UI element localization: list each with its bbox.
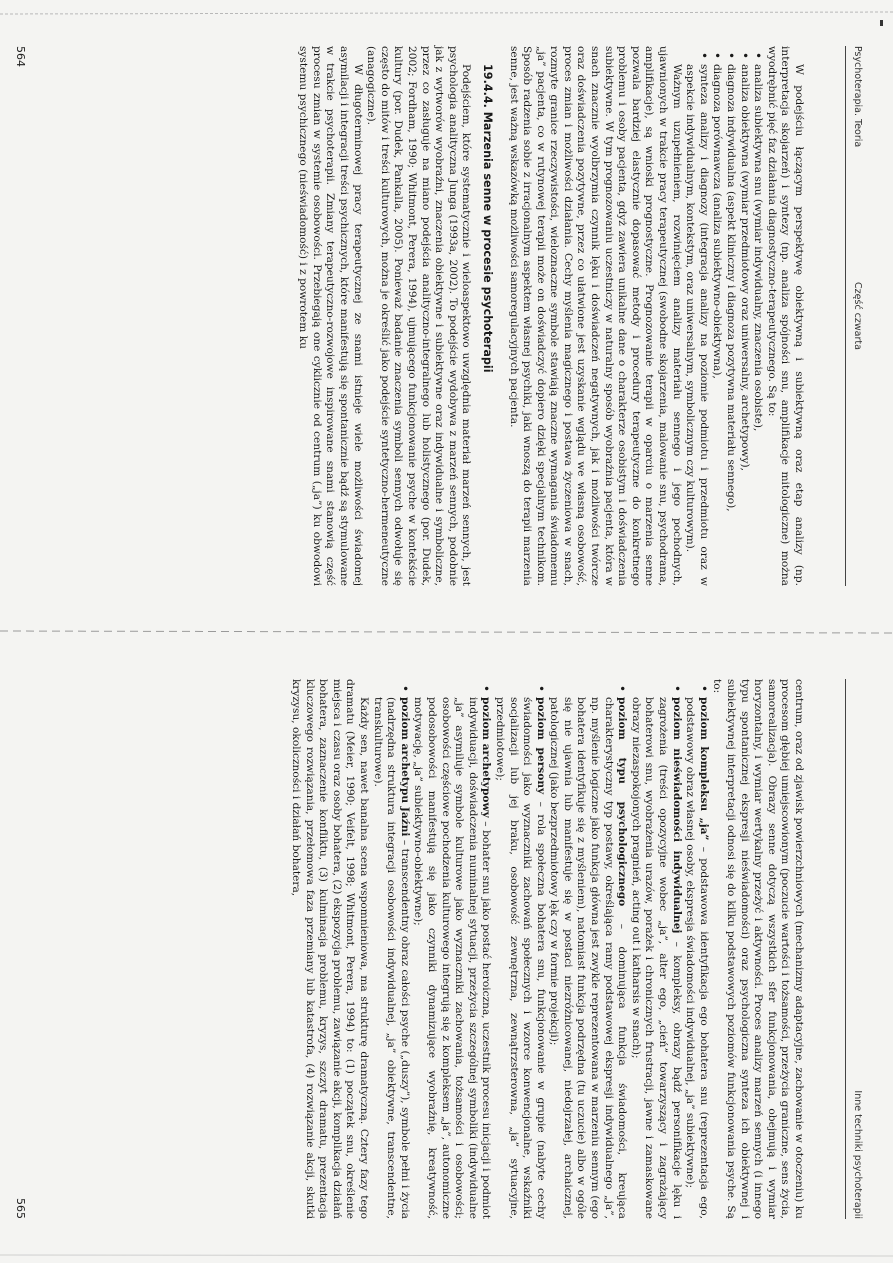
level-text: – dominująca funkcja świadomości, kreująca charakterystyczny typ postawy, określająca ramy podstawowej ekspresji indywidualnego „ja”, np. myślenie logiczne jako funkcja główna jest zwykle reprezentowana w marzeniu sennym (ego bohatera identyfikuje się z myśleniem), natomiast funkcja podrzędna (tu uczucie) albo w ogóle się nie ujawnia lub manifestuje się w postaci niezróżnicowanej, niedojrzałej, archaicznej, patologicznej (jako bezprzedmiotowy lęk czy w formie projekcji); <box>548 697 629 1219</box>
running-head-left-page <box>845 46 863 586</box>
running-head-chapter: Inne techniki psychoterapii <box>852 1090 863 1219</box>
level-term: poziom archetypowy <box>480 697 493 818</box>
body-paragraph: Każdy sen, nawet banalna scena wspomnieniowa, ma strukturę dramatyczną. Cztery fazy tego dramatu (Meier, 1990; Veifelt, 1998; Whitmont, Perera, 1994) to: (1) początek snu, określenie miejsca i czasu oraz osoby bohatera, (2) ekspozycja problemu, zawiązanie akcji, komplikacja działań bohatera, zaznaczenie konfliktu, (3) kulminacja problemu, kryzys, szczyt dramatu, prezentacja kluczowego rozwiązania, przełomowa faza przemiany lub katastrofa, (4) rozwiązanie akcji, skutki kryzysu, okoliczności i działań bohatera, <box>290 679 370 1219</box>
page-number: 565 <box>14 1198 27 1219</box>
level-term: poziom archetypu Jaźni <box>398 697 411 837</box>
level-text: – transcendentny obraz całości psyche („duszy”), symbole pełni i życia (nadrzędna struktura integracji osobowości indywidualnej, „ja” obiektywne, transcendentne, transkulturowe). <box>371 697 411 1220</box>
list-item: • analiza subiektywna snu (wymiar indywidualny, znaczenia osobiste), <box>751 64 765 586</box>
page-number: 564 <box>14 46 27 67</box>
page-body <box>35 679 805 1219</box>
level-text: – podstawowa identyfikacja ego bohatera snu (reprezentacja ego, podstawowy obraz własnej osoby, ekspresja świadomości indywidualnej, „ja” subiektywne); <box>684 697 710 1219</box>
body-paragraph: W długoterminowej pracy terapeutycznej ze snami istnieje wiele możliwości świadomej asymilacji i integracji treści psychicznych, które manifestują się spontanicznie bądź są stymulowane w trakcie psychoterapii. Zmiany terapeutyczno-rozwojowe inspirowane snami stanowią część procesu zmian w systemie osobowości. Przebiegają one cyklicznie od centrum („ja”) ku obwodowi systemu psychicznego (nieświadomość) i z powrotem ku <box>297 46 364 586</box>
list-item: • diagnoza porównawcza (analiza subiektywno-obiektywna), <box>710 64 724 586</box>
level-term: poziom kompleksu „ja” <box>697 697 710 841</box>
list-item: • diagnoza indywidualna (aspekt kliniczny i diagnoza pozytywna materiału sennego), <box>723 64 737 586</box>
level-term: poziom typu psychologicznego <box>616 697 629 907</box>
phases-list <box>683 46 765 586</box>
level-text: – bohater snu jako postać heroiczna, uczestnik procesu inicjacji i podmiot indywiduacji, doświadczenia numinalnej sytuacji, przeżycia szczególnej symboliki (indywidualne „ja” asymiluje symbole kulturowe jako wyznaczniki zachowania, tożsamości i osobowości; osobowości częściowe pochodzenia kulturowego integrują się z kompleksem „ja”, autonomiczne podosobowości manifestują się jako czynniki dynamizujące wyobraźnię, kreatywność, motywację, „ja” subiektywno-obiektywne); <box>412 697 493 1219</box>
body-paragraph: centrum, oraz od zjawisk powierzchniowych (mechanizmy adaptacyjne, zachowanie w otoczeniu) ku procesom głębiej umiejscowionym (poczucie wartości i tożsamości, przeżycia graniczne, sens życia, samorealizacja). Obrazy senne dotyczą wszystkich sfer funkcjonowania, obejmują i wymiar horyzontalny, i wymiar wertykalny przeżyć i aktywności. Proces analizy marzeń sennych (i innego typu spontanicznej ekspresji nieświadomości) oraz psychologiczna synteza ich obiektywnej i subiektywnej interpretacji odnosi się do kilku podstawowych poziomów funkcjonowania psyche. Są to: <box>711 679 805 1219</box>
intro-paragraph: W podejściu łączącym perspektywę obiektywną i subiektywną oraz etap analizy (np. interpretacja skojarzeń) i syntezy (np. analiza spójności snu, amplifikacje mitologiczne) można wyodrębnić pięć faz działania diagnostyczno-terapeutycznego. Są to: <box>765 46 805 586</box>
list-item <box>370 697 411 1219</box>
running-head-right-page <box>845 679 863 1219</box>
level-term: poziom persony <box>534 697 547 795</box>
list-item: • synteza analizy i diagnozy (integracja analizy na poziomie podmiotu i przedmiotu oraz w aspekcie indywidualnym, kontekstym, oraz uniwersalnym, symbolicznym czy kulturowym). <box>683 64 710 586</box>
level-text: – kompleksy, obrazy bądź personifikacje lęku i zagrożenia (treści opozycyjne wobec „ja”, alter ego, „cień” towarzyszący i zagrażający bohaterowi snu, wyobrażenia urazów, porażek i chronicznych frustracji, jawne i zamaskowane obrazy niezaspokojonych pragnień, acting out i katharsis w snach); <box>629 697 683 1220</box>
level-term: poziom nieświadomości indywidualnej <box>670 697 683 934</box>
running-head-title: Psychoterapia. Teoria <box>852 46 863 148</box>
page-565 <box>0 633 893 1263</box>
body-paragraph: Podejściem, które systematycznie i wieloaspektowo uwzględnia materiał marzeń sennych, jest psychologia analityczna Junga (1993a, 2002). To podejście wydobywa z marzeń sennych, podobnie jak z wytworów wyobraźni, znaczenia obiektywne i subiektywne oraz indywidualne i symboliczne, przez co zasługuje na miano podejścia analityczno-integralnego lub holistycznego (por. Dudek, 2002; Fordham, 1990; Whitmont, Perera, 1994), ujmującego funkcjonowanie psyche w kontekście kultury (por. Dudek, Pankalla, 2005). Ponieważ badanie znaczenia symboli sennych odwołuje się często do mitów i treści kulturowych, można je określić jako podejście syntetyczno-hermeneutyczne (anagogiczne). <box>365 46 473 586</box>
list-item <box>492 697 546 1219</box>
list-item: • analiza obiektywna (wymiar przedmiotowy oraz uniwersalny, archetypowy), <box>737 64 751 586</box>
level-text: – rola społeczna bohatera snu, funkcjonowanie w grupie (nabyte cechy świadomości jako wyznaczniki zachowań społecznych i wzorce konwencjonalne, wskaźniki socjalizacji lub jej braku, osobowość zewnętrzna, zewnątrzsterowna, „ja” sytuacyjne, przedmiotowe); <box>493 697 547 1219</box>
page-body <box>35 46 805 586</box>
page-564 <box>0 0 893 630</box>
levels-list <box>370 679 710 1219</box>
running-head-part: Część czwarta <box>852 282 863 350</box>
list-item <box>683 697 710 1219</box>
body-paragraph: Ważnym uzupełnieniem, rozwinięciem analizy materiału sennego i jego pochodnych, ujawnionych w trakcie pracy terapeutycznej (swobodne skojarzenia, malowanie snu, psychodrama, amplifikacje), są wnioski prognostyczne. Prognozowanie terapii w oparciu o marzenia senne pozwala bardziej elastycznie dopasować metody i procedury terapeutyczne do konkretnego problemu i osoby pacjenta, gdyż zawiera unikalne dane o charakterze osobistym i doświadczenia subiektywne. W tym prognozowaniu uczestniczy w naturalny sposób wyobraźnia pacjenta, która w snach znacznie wyolbrzymia czynnik lęku i doświadczeń negatywnych, jak i możliwości twórcze oraz doświadczenia pozytywne, przez co ułatwione jest uzyskanie wglądu we własną osobowość, proces zmian i możliwości działania. Cechy myślenia magicznego i postawa życzeniowa w snach, rozmyte granice rzeczywistości, wieloznaczne symbole stawiają znaczne wymagania świadomemu „ja” pacjenta, co w rutynowej terapii może on doświadczyć dopiero dzięki specjalnym technikom. Sposób radzenia sobie z irracjonalnym aspektem własnej psychiki, jaki wnoszą do terapii marzenia senne, jest ważną wskazówką możliwości samoregulacyjnych pacjenta. <box>507 46 683 586</box>
section-heading: 19.4.4. Marzenia senne w procesie psychoterapii <box>480 64 494 373</box>
list-item <box>411 697 493 1219</box>
list-item <box>628 697 682 1219</box>
list-item <box>547 697 629 1219</box>
